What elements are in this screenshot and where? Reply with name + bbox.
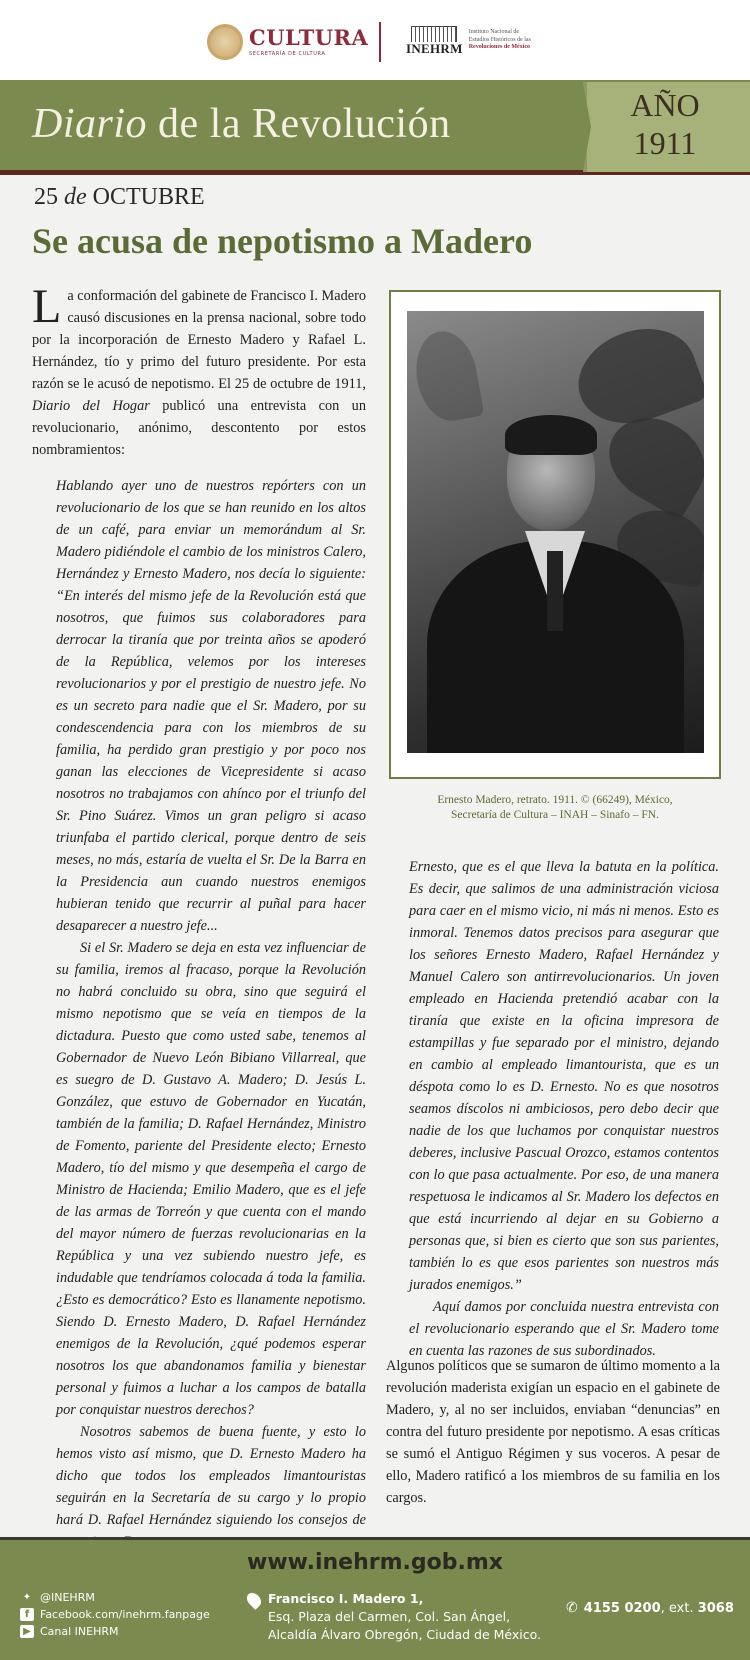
series-title-rest: de la Revolución [147, 101, 451, 147]
inehrm-desc-1: Instituto Nacional de [468, 29, 520, 36]
quote-right-column [409, 856, 719, 1362]
year-label-block [600, 86, 730, 162]
cultura-name: CULTURA [249, 25, 369, 50]
caption-line-1: Ernesto Madero, retrato. 1911. © (66249), México, [437, 794, 673, 806]
date-month: OCTUBRE [92, 184, 205, 210]
quote-paragraph-3: Nosotros sabemos de buena fuente, y esto lo hemos visto así mismo, que D. Ernesto Madero ha dicho que todos los empleados limantouristas seguirán en la Secretaría de su cargo y lo propio hará D. Rafael Hernández siguiendo los consejos de [56, 1424, 366, 1528]
social-links [20, 1589, 210, 1640]
article-date [34, 184, 205, 211]
quote-paragraph-1: Hablando ayer uno de nuestros repórters con un revolucionario de los que se han reunido en los altos de un café, para enviar un memorándum al Sr. Madero pidiéndole el cambio de los ministros Calero, Hernández y Ernesto Madero, nos decía lo siguiente: “En interés del mismo jefe de la Revolución está que nosotros, que fuimos sus colaboradores para derrocar la tiranía que por treinta años se apoderó de la República, velemos por los intereses revolucionarios y por el prestigio de nuestro jefe. No es un secreto para nadie que el Sr. Madero, por su condescendencia para con los miembros de su familia, ha perdido gran prestigio y por poco nos ganan las elecciones de Vicepresidente si acaso nosotros no trabajamos con ahínco por el triunfo del Sr. Pino Suárez. Vimos un gran peligro si acaso triunfaba el partido clerical, porque dentro de seis meses, no más, estaría de vuelta el Sr. De la Barra en la Presidencia aun cuando nuestros enemigos hubieran tenido que recurrir al puñal para hacer desaparecer a nuestro jefe... [56, 478, 366, 934]
quote-paragraph-3-cont: Ernesto, que es el que lleva la batuta en la política. Es decir, que salimos de una administración viciosa para caer en el mismo vicio, ni más ni menos. Esto es inmoral. Tenemos datos precisos para asegurar que los señores Ernesto Madero, Rafael Hernández y Manuel Calero son antirrevolucionarios. Un joven empleado en Hacienda pretendió acabar con la tiranía que existe en la oficina impresora de estampillas y fue separado por el ministro, dejando en cambio al empleado limantourista, que es un déspota como lo es D. Ernesto. No es que nosotros seamos díscolos ni ambiciosos, pero debo decir que nadie de los que luchamos por conquistar nuestros deberes, inclusive Pascual Orozco, estamos contentos con lo que pasa actualmente. Por eso, de una manera respetuosa le indicamos al Sr. Madero los defectos en que está incurriendo al dejar en su Gobierno a personas que, si bien es cierto que son sus parientes, también lo es que esos parientes son nuestros más jurados enemigos.” [409, 859, 719, 1293]
inehrm-building-icon [411, 26, 457, 42]
drop-cap: L [32, 280, 62, 333]
quote-paragraph-4: Aquí damos por concluida nuestra entrevista con el revolucionario esperando que el Sr. Madero tome en cuenta las razones de sus subordinados. [409, 1299, 719, 1359]
series-title-italic: Diario [32, 101, 148, 147]
year-label: AÑO [630, 87, 700, 123]
address-line-3: Alcaldía Álvaro Obregón, Ciudad de México. [268, 1627, 542, 1642]
address-line-2: Esq. Plaza del Carmen, Col. San Ángel, [268, 1609, 511, 1624]
phone-ext: 3068 [697, 1601, 734, 1616]
youtube-channel: Canal INEHRM [40, 1625, 119, 1638]
inehrm-logo[interactable] [406, 26, 531, 55]
location-pin-icon [244, 1590, 264, 1610]
phone-icon: ✆ [566, 1600, 578, 1616]
outro-paragraph: Algunos políticos que se sumaron de último momento a la revolución maderista exigían un espacio en el gabinete de Madero, y, al no ser incluidos, enviaban “denuncias” en contra del futuro presidente por nepotismo. A esas críticas se sumó el Antiguo Régimen y sus voceros. A pesar de ello, Madero ratificó a los miembros de su familia en los cargos. [386, 1358, 720, 1506]
series-title [32, 100, 451, 148]
date-de: de [64, 184, 87, 210]
youtube-icon: ▶ [20, 1625, 34, 1638]
intro-text: a conformación del gabinete de Francisco I. Madero causó discusiones en la prensa nacional, sobre todo por la incorporación de Ernesto Madero y Rafael L. Hernández, tío y primo del futuro presidente. Por esta razón se le acusó de nepotismo. El 25 de octubre de 1911, [32, 288, 366, 392]
seal-icon [207, 24, 243, 60]
headline: Se acusa de nepotismo a Madero [32, 221, 533, 261]
cultura-logo[interactable] [207, 22, 368, 62]
date-day: 25 [34, 184, 58, 210]
twitter-link[interactable] [20, 1589, 210, 1606]
intro-paragraph [32, 280, 366, 461]
facebook-link[interactable] [20, 1606, 210, 1623]
address-block [248, 1590, 541, 1644]
top-header [0, 0, 750, 80]
phone-number: 4155 0200 [583, 1601, 661, 1616]
twitter-handle: @INEHRM [40, 1591, 95, 1604]
cultura-subtitle: SECRETARÍA DE CULTURA [249, 51, 326, 57]
inehrm-desc-3: Revoluciones de México [468, 44, 531, 51]
quote-left-column [56, 475, 366, 1553]
intro-text-end: publicó una entrevista con un revolucionario, anónimo, descontento por estos nombramientos: [32, 398, 366, 458]
address-street: Francisco I. Madero 1, [268, 1591, 424, 1606]
phone-ext-label: , ext. [660, 1601, 698, 1616]
caption-line-2: Secretaría de Cultura – INAH – Sinafo – FN. [451, 809, 659, 821]
phone-block[interactable] [566, 1600, 734, 1616]
logo-divider [379, 22, 381, 62]
youtube-link[interactable] [20, 1623, 210, 1640]
intro-newspaper: Diario del Hogar [32, 398, 150, 414]
year-value: 1911 [633, 125, 697, 161]
quote-paragraph-2: Si el Sr. Madero se deja en esta vez influenciar de su familia, iremos al fracaso, porque la Revolución no habrá concluido su obra, sino que seguirá el mismo nepotismo que se veía en tiempos de la dictadura. Puesto que como usted sabe, tenemos al Gobernador de Nuevo León Bibiano Villarreal, que es suegro de D. Gustavo A. Madero; D. Jesús L. González, que estuvo de Gobernador en Yucatán, también de la familia; D. Rafael Hernández, Ministro de Fomento, pariente del Presidente electo; Ernesto Madero, tío del mismo y que desempeña el cargo de Ministro de Hacienda; Emilio Madero, que es el jefe de las armas de Torreón y que cuenta con el mando del mayor número de fuerzas revolucionarias en la República y una vez subiendo nuestro jefe, es indudable que tendríamos colocada á toda la familia. ¿Esto es democrático? Esto es llanamente nepotismo. Siendo D. Ernesto Madero, D. Rafael Hernández enemigos de la Revolución, ¿qué podemos esperar nosotros los que abandonamos familia y bienestar personal y fuimos a luchar a los campos de batalla por conquistar nuestros derechos? [56, 940, 366, 1418]
inehrm-name: INEHRM [406, 41, 463, 56]
photo-caption [389, 793, 721, 823]
inehrm-desc-2: Estudios Históricos de las [468, 36, 531, 43]
website-link[interactable]: www.inehrm.gob.mx [247, 1550, 503, 1575]
facebook-icon: f [20, 1608, 34, 1621]
twitter-icon: ✦ [22, 1592, 32, 1603]
facebook-url: Facebook.com/inehrm.fanpage [40, 1608, 210, 1621]
portrait-photo [407, 311, 704, 753]
